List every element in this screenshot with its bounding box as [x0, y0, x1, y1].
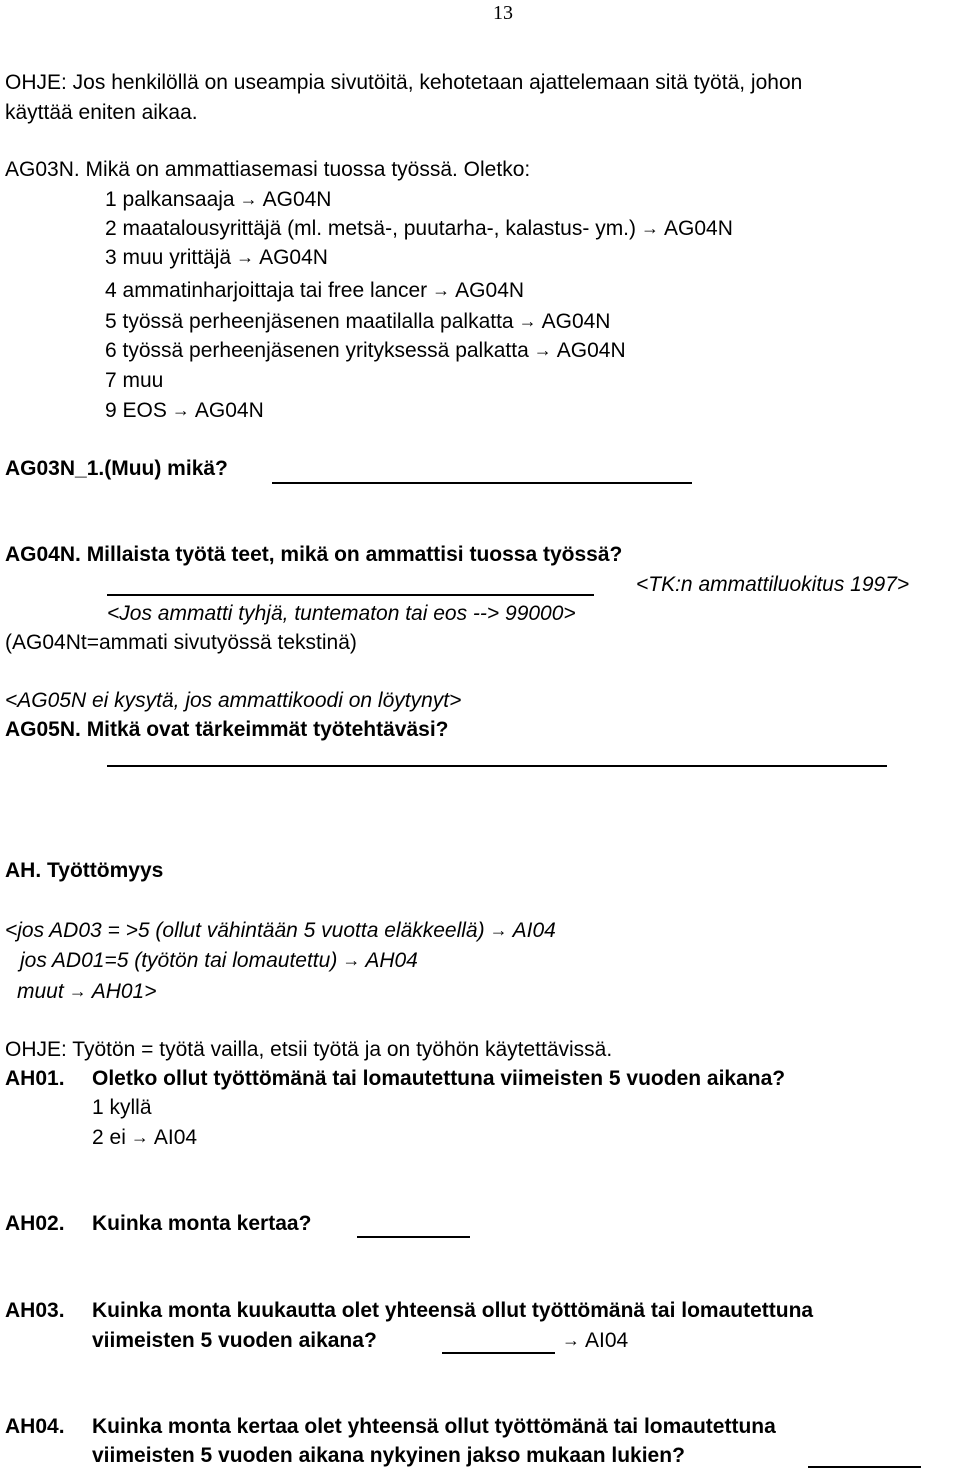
ag03n-1-answer-line[interactable] [272, 482, 692, 484]
right-arrow-icon: → [641, 218, 660, 238]
ah03-question: AH03. Kuinka monta kuukautta olet yhteensä ollut työttömänä tai lomautettuna [5, 1299, 814, 1322]
ag04n-text-note: (AG04Nt=ammati sivutyössä tekstinä) [5, 631, 357, 654]
ag03n-option-3: 3 muu yrittäjä → AG04N [105, 246, 328, 269]
ag03n-option-7: 7 muu [105, 369, 164, 392]
ah03-answer-line[interactable] [442, 1352, 555, 1354]
ag03n-option-2: 2 maatalousyrittäjä (ml. metsä-, puutarha-, kalastus- ym.) → AG04N [105, 217, 733, 240]
ah02-answer-line[interactable] [357, 1236, 470, 1238]
right-arrow-icon: → [236, 247, 255, 267]
ah01-option-2: 2 ei → AI04 [92, 1126, 198, 1149]
ah-filter-3: muut → AH01> [17, 980, 157, 1003]
right-arrow-icon: → [171, 400, 190, 420]
right-arrow-icon: → [533, 340, 552, 360]
ah02-code: AH02. [5, 1212, 65, 1235]
ag04n-classification-note: <TK:n ammattiluokitus 1997> [636, 573, 910, 596]
ag04n-empty-note: <Jos ammatti tyhjä, tuntematon tai eos --> 99000> [107, 602, 576, 625]
ag05n-filter: <AG05N ei kysytä, jos ammattikoodi on löytynyt> [5, 689, 462, 712]
ah03-code: AH03. [5, 1299, 65, 1322]
ah03-question-line-2: viimeisten 5 vuoden aikana? [92, 1329, 377, 1352]
ah03-goto: → AI04 [562, 1329, 629, 1352]
ah04-answer-line[interactable] [808, 1466, 921, 1468]
ah01-question: AH01. Oletko ollut työttömänä tai lomautettuna viimeisten 5 vuoden aikana? [5, 1067, 786, 1090]
ah-filter-1: <jos AD03 = >5 (ollut vähintään 5 vuotta eläkkeellä) → AI04 [5, 919, 556, 942]
ag03n-option-4: 4 ammatinharjoittaja tai free lancer → AG04N [105, 279, 525, 302]
instruction-line-1: OHJE: Jos henkilöllä on useampia sivutöitä, kehotetaan ajattelemaan sitä työtä, johon [5, 71, 803, 94]
right-arrow-icon: → [130, 1127, 149, 1147]
ag04n-answer-line[interactable] [107, 594, 594, 596]
right-arrow-icon: → [342, 950, 361, 970]
ag05n-question: AG05N. Mitkä ovat tärkeimmät työtehtäväsi? [5, 718, 449, 741]
ah-filter-2: jos AD01=5 (työtön tai lomautettu) → AH04 [20, 949, 418, 972]
ah01-option-1: 1 kyllä [92, 1096, 152, 1119]
right-arrow-icon: → [68, 981, 87, 1001]
right-arrow-icon: → [562, 1330, 580, 1350]
ah01-code: AH01. [5, 1067, 65, 1090]
ag03n-1-question: AG03N_1.(Muu) mikä? [5, 457, 228, 480]
right-arrow-icon: → [432, 280, 451, 300]
page-number: 13 [493, 2, 513, 24]
right-arrow-icon: → [489, 920, 508, 940]
ah04-code: AH04. [5, 1415, 65, 1438]
ah04-question-line-2: viimeisten 5 vuoden aikana nykyinen jakso mukaan lukien? [92, 1444, 685, 1467]
ag03n-option-1: 1 palkansaaja → AG04N [105, 188, 332, 211]
ag04n-question: AG04N. Millaista työtä teet, mikä on ammattisi tuossa työssä? [5, 543, 623, 566]
ag03n-option-6: 6 työssä perheenjäsenen yrityksessä palkatta → AG04N [105, 339, 626, 362]
ag05n-answer-line[interactable] [107, 765, 887, 767]
ag03n-question: AG03N. Mikä on ammattiasemasi tuossa työssä. Oletko: [5, 158, 531, 181]
ah-section-heading: AH. Työttömyys [5, 859, 164, 882]
ag03n-option-5: 5 työssä perheenjäsenen maatilalla palkatta → AG04N [105, 310, 611, 333]
right-arrow-icon: → [518, 311, 537, 331]
right-arrow-icon: → [239, 189, 258, 209]
ah02-question: AH02. Kuinka monta kertaa? [5, 1212, 312, 1235]
instruction-line-2: käyttää eniten aikaa. [5, 101, 198, 124]
ag03n-option-9: 9 EOS → AG04N [105, 399, 264, 422]
ah-instruction: OHJE: Työtön = työtä vailla, etsii työtä ja on työhön käytettävissä. [5, 1038, 613, 1061]
ah04-question: AH04. Kuinka monta kertaa olet yhteensä ollut työttömänä tai lomautettuna [5, 1415, 776, 1438]
